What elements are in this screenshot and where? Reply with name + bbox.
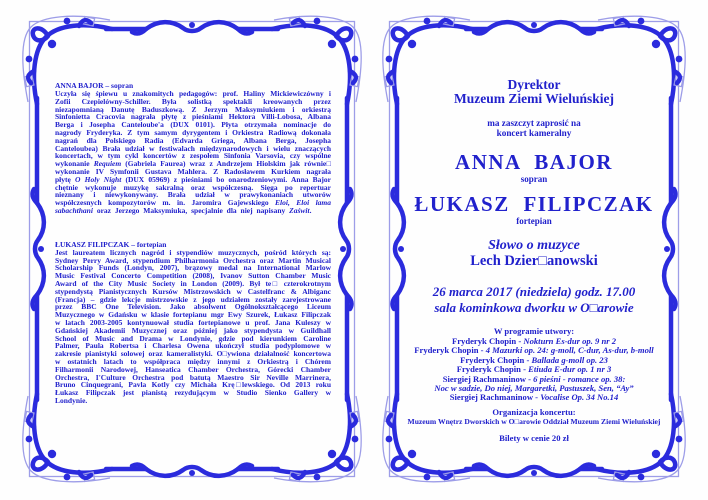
ticket-price: Bilety w cenie 20 zł [499, 433, 569, 444]
composer: Fryderyk Chopin [460, 354, 525, 365]
program-heading: W programie utwory: [493, 326, 575, 337]
concert-venue: sala kominkowa dworku w O□arowie [434, 300, 634, 316]
piece-title: 4 Mazurki op. 24: g-moll, C-dur, As-dur, b-moll [485, 345, 654, 356]
bio-anna-bajor [55, 82, 331, 215]
program-item [400, 393, 668, 402]
composer: Fryderyk Chopin [414, 345, 479, 356]
invitation [400, 78, 668, 444]
talk-speaker: Lech Dzier□anowski [470, 252, 598, 269]
piece-title: Etiuda E-dur op. 1 nr 3 [528, 364, 612, 375]
concert-date: 26 marca 2017 (niedziela) godz. 17.00 [432, 283, 636, 299]
bio-text-anna-bajor: Uczyła się śpiewu u znakomitych pedagogów: prof. Haliny Mickiewiczówny i Zofii Czepielówny-Schiller. Była solistką spektakli kreowanych przez niezapomnianą Danutę Baduszkową. Z Jerzym Maksymiukiem i orkiestrą Sinfonietta Cracovia nagrała płytę z pieśniami Hektora Villi-Lobosa, Albana Berga i Josepha Canteloube'a (DUX 0101). Płyta otrzymała nominacje do nagrody Fryderyka. Z tym samym dyrygentem i Orkiestra Radiową dokonała nagrań dla Polskiego Radia (Edvarda Griega, Albana Berga, Josepha Canteloubea) Brała udział w festiwalach międzynarodowych i wielu znaczących koncertach, w tym cykl koncertów z zespołem Sinfonia Varsovia, czy wspólne wykonanie Requiem (Gabriela Faurea) wraz z Andrzejem Hiolskim jak równie□ wykonanie IV Symfonii Gustava Mahlera. Z Radosławem Kurkiem nagrała płytę O Holy Night (DUX 05969) z pieśniami bo onarodzeniowymi. Anna Bajor chętnie wykonuje muzykę sakralną oraz współczesną. Sięga po repertuar nieznany i niewykonywany. Brała udział w prawykonaniach utworów współczesnych kompozytorów m. in. Jaromira Gajewskiego Eloi, Eloi lama sabachthani oraz Jerzego Maksymiuka, specjalnie dla niej napisany Zaświt. [55, 89, 332, 215]
separator: - [520, 364, 529, 375]
program-songs-list: Noc w sadzie, Do niej, Margaretki, Pastuszek, Sen, “Ay” [434, 382, 634, 393]
composer: Siergiej Rachmaninow [442, 373, 526, 384]
piece-title: Nokturn Es-dur op. 9 nr 2 [523, 335, 617, 346]
performer-name-soprano: ANNA BAJOR [455, 149, 613, 174]
bio-text-lukasz-filipczak: Jest laureatem licznych nagród i stypendiów muzycznych, pośród których są: Sydney Perry Award, stypendium Philharmonia Orchestra oraz Martin Musical Scholarship Funds (Londyn, 2007), brązowy medal na International Marlow Music Festival Concerto Competition (2008), Ivanov Sutton Chamber Music Award of the City Music Society in London (2009). Był te□ czterokrotnym stypendystą Pianistycznych Kursów Mistrzowskich w Castelfranc & Albiganc (Francja) – gdzie lekcje mistrzowskie z jego udziałem zostały zarejestrowane przez BBC One Television. Jako absolwent Ogólnokształcącego Liceum Muzycznego w Gdańsku w klasie fortepianu mgr Ewy Szurek, Łukasz Filipczak w latach 2003-2005 kontynuował studia fortepianowe u prof. Jana Kuleszy w Gdańskiej Akademii Muzycznej oraz później jako stypendysta w Guildhall School of Music and Drama w Londynie, gdzie pod kierunkiem Caroline Palmer, Paula Robertsa i Charlesa Owena ukończył studia podyplomowe w zakresie pianistyki solowej oraz kameralistyki. O□ywiona działalność koncertowa w ostatnich latach to współpraca między innymi z Orkiestrą i Chórem Filharmonii Narodowej, Hanseatica Chamber Orchestra, Górecki Chamber Orchestra, I'Culture Orchestra pod batutą Maestro Sir Neville Marrinera, Bruno Cinquegrani, Pavla Kotly czy Michała Krę□lewskiego. Od 2013 roku Łukasz Filipczak jest pianistą rezydującym w Studio Sienko Gallery w Londynie. [55, 247, 331, 405]
separator: - [516, 335, 524, 346]
invite-line-1: ma zaszczyt zaprosić na [487, 117, 581, 128]
separator: - [533, 392, 541, 403]
piece-title: 6 pieśni - romance op. 38: [533, 373, 626, 384]
invite-line-2: koncert kameralny [496, 128, 572, 139]
talk-title: Słowo o muzyce [488, 237, 580, 253]
piece-title: Ballada g-moll op. 23 [531, 354, 608, 365]
separator: - [526, 373, 534, 384]
composer: Fryderyk Chopin [451, 335, 517, 346]
performer-name-pianist: ŁUKASZ FILIPCZAK [414, 191, 654, 216]
bio-lukasz-filipczak [55, 241, 331, 405]
header-director [400, 78, 668, 107]
organization-line: Muzeum Wnętrz Dworskich w O□arowie Oddział Muzeum Ziemi Wieluńskiej [407, 417, 661, 427]
performer-role-pianist: fortepian [516, 215, 552, 226]
biographies [55, 82, 331, 405]
invitation-lines [400, 118, 668, 139]
director-title: Dyrektor [507, 77, 561, 92]
program-page-left [22, 14, 362, 484]
performer-role-soprano: sopran [520, 173, 548, 184]
organization-heading: Organizacja koncertu: [492, 406, 576, 417]
piece-title: Vocalise Op. 34 No.14 [540, 392, 619, 403]
composer: Siergiej Rachmaninow [449, 392, 534, 403]
bio-heading-anna-bajor: ANNA BAJOR – sopran [55, 81, 134, 90]
bio-heading-lukasz-filipczak: ŁUKASZ FILIPCZAK – fortepian [55, 239, 167, 249]
museum-name: Muzeum Ziemi Wieluńskiej [453, 91, 614, 107]
separator: - [478, 345, 486, 356]
composer: Fryderyk Chopin [456, 364, 521, 375]
program-page-right [382, 14, 686, 484]
separator: - [524, 354, 532, 365]
